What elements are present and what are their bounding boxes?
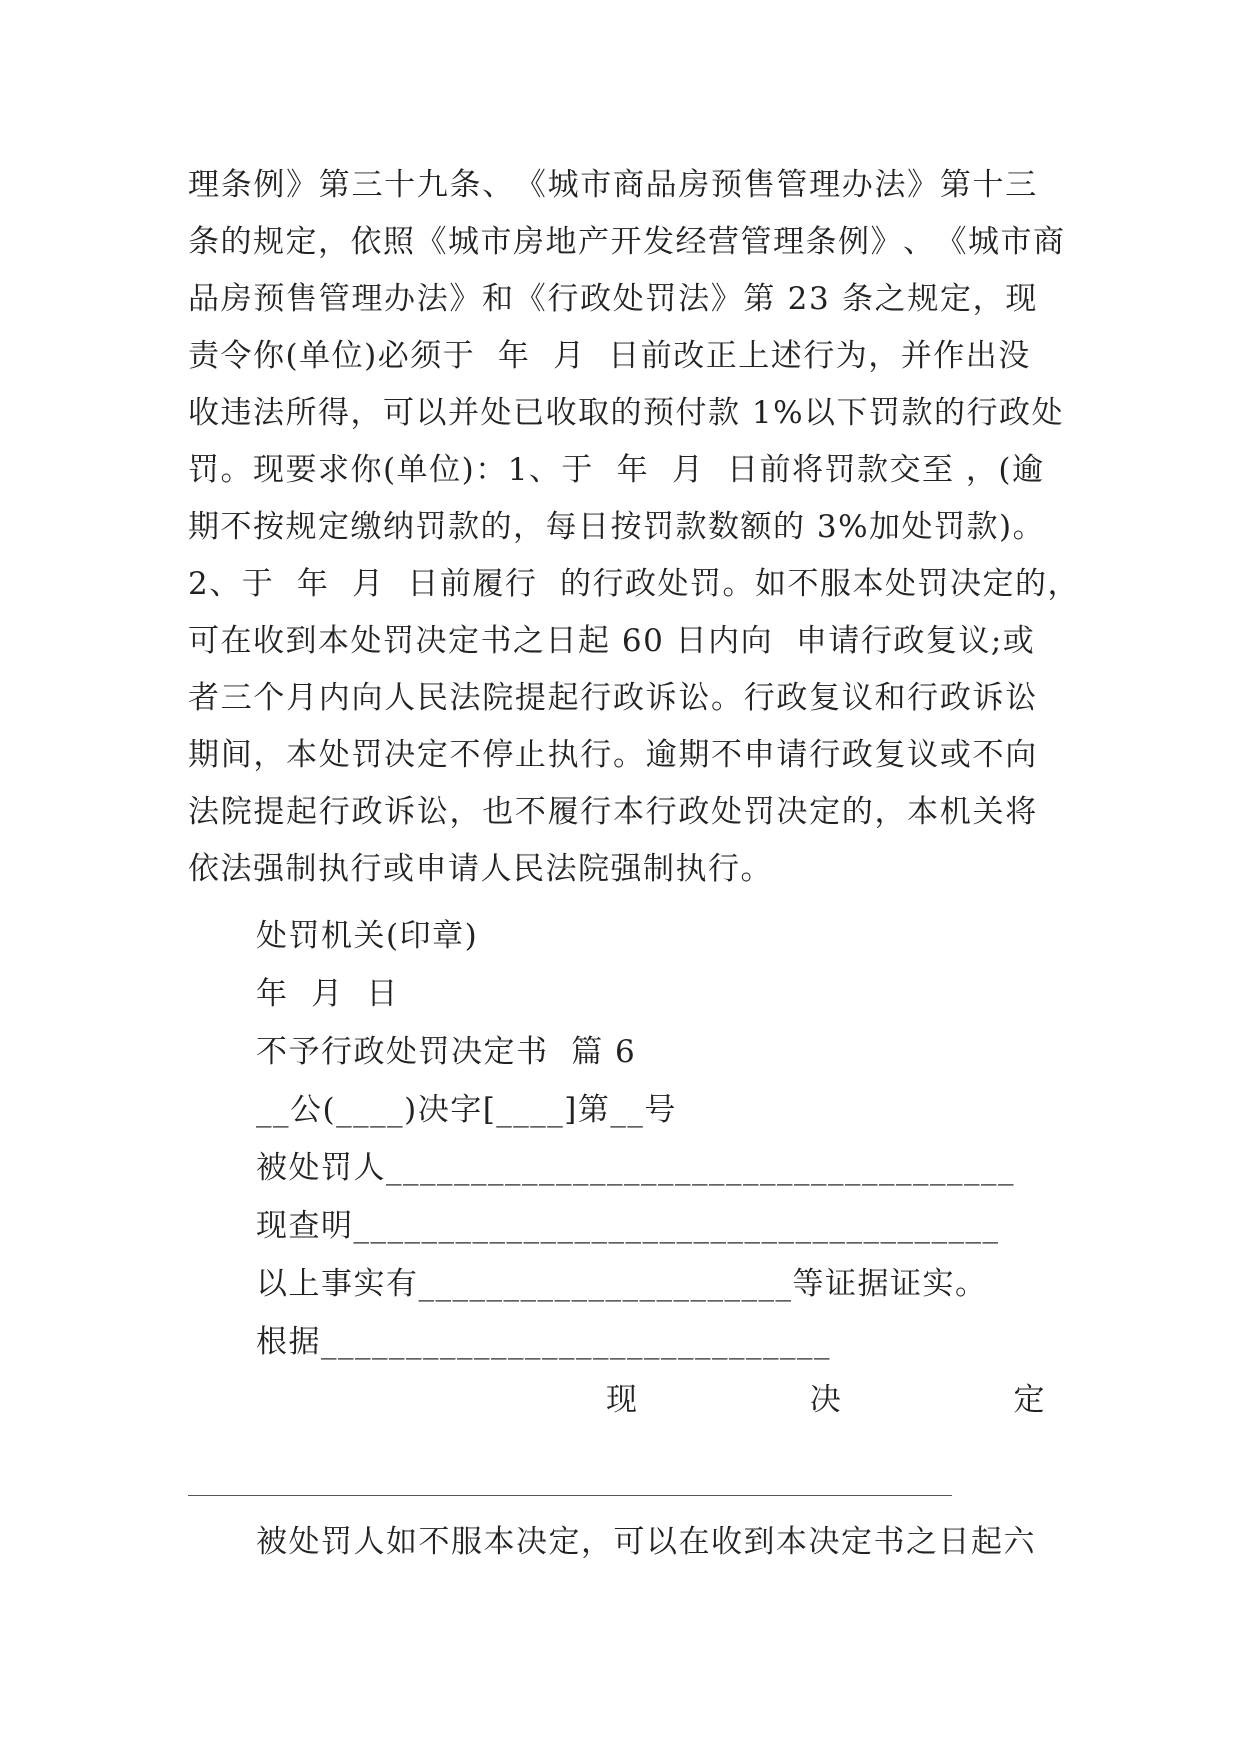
decision-char-1: 现 [606,1382,639,1418]
body-line-6: 罚。现要求你(单位)：1、于 年 月 日前将罚款交至 ，(逾 [188,452,1045,488]
body-line-12: 法 院 提 起 行 政 诉 讼 ， 也 不 履 行 本 行 政 处 罚 决 定 的 ， 本 机 关 将 [188,794,1038,830]
issue-date: 年 月 日 [256,976,399,1012]
body-line-2: 条 的 规 定 ， 依 照 《 城 市 房 地 产 开 发 经 营 管 理 条 例 》 、 《 城 市 商 [188,224,1066,260]
body-line-8: 2、于 年 月 日前履行 的行政处罚。如不服本处罚决定的， [188,566,1081,602]
body-line-11: 期 间 ， 本 处 罚 决 定 不 停 止 执 行 。 逾 期 不 申 请 行 政 复 议 或 不 向 [188,737,1038,773]
body-last-line: 被处罚人如不服本决定，可以在收到本决定书之日起六 [256,1524,1036,1560]
authority-seal: 处罚机关(印章) [256,918,479,954]
body-line-7: 期不按规定缴纳罚款的，每日按罚款数额的 3%加处罚款)。 [188,509,1046,545]
penalized-person-field: 被处罚人_____________________________________ [256,1150,1015,1186]
body-line-4: 责令你(单位)必须于 年 月 日前改正上述行为，并作出没 [188,338,1031,374]
body-line-5: 收违法所得，可以并处已收取的预付款 1%以下罚款的行政处 [188,395,1065,431]
finding-field: 现查明______________________________________ [256,1208,1000,1244]
decision-label [606,1380,1046,1420]
body-line-10: 者 三 个 月 内 向 人 民 法 院 提 起 行 政 诉 讼 。 行 政 复 议 和 行 政 诉 讼 [188,680,1038,716]
evidence-field: 以上事实有______________________等证据证实。 [256,1266,988,1302]
decision-char-3: 定 [1013,1382,1046,1418]
document-number: __公(____)决字[____]第__号 [256,1092,677,1128]
decision-blank-line [188,1495,952,1496]
decision-char-2: 决 [809,1382,843,1418]
body-line-9: 可在收到本处罚决定书之日起 60 日内向 申请行政复议;或 [188,623,1036,659]
section-heading: 不予行政处罚决定书 篇 6 [256,1034,637,1070]
basis-field: 根据______________________________ [256,1324,831,1360]
body-line-13: 依法强制执行或申请人民法院强制执行。 [188,851,773,887]
body-line-3: 品 房 预 售 管 理 办 法 》 和 《 行 政 处 罚 法 》 第 2 3 条 之 规 定 ， 现 [188,281,1038,317]
body-line-1: 理 条 例 》 第 三 十 九 条 、 《 城 市 商 品 房 预 售 管 理 办 法 》 第 十 三 [188,167,1038,203]
